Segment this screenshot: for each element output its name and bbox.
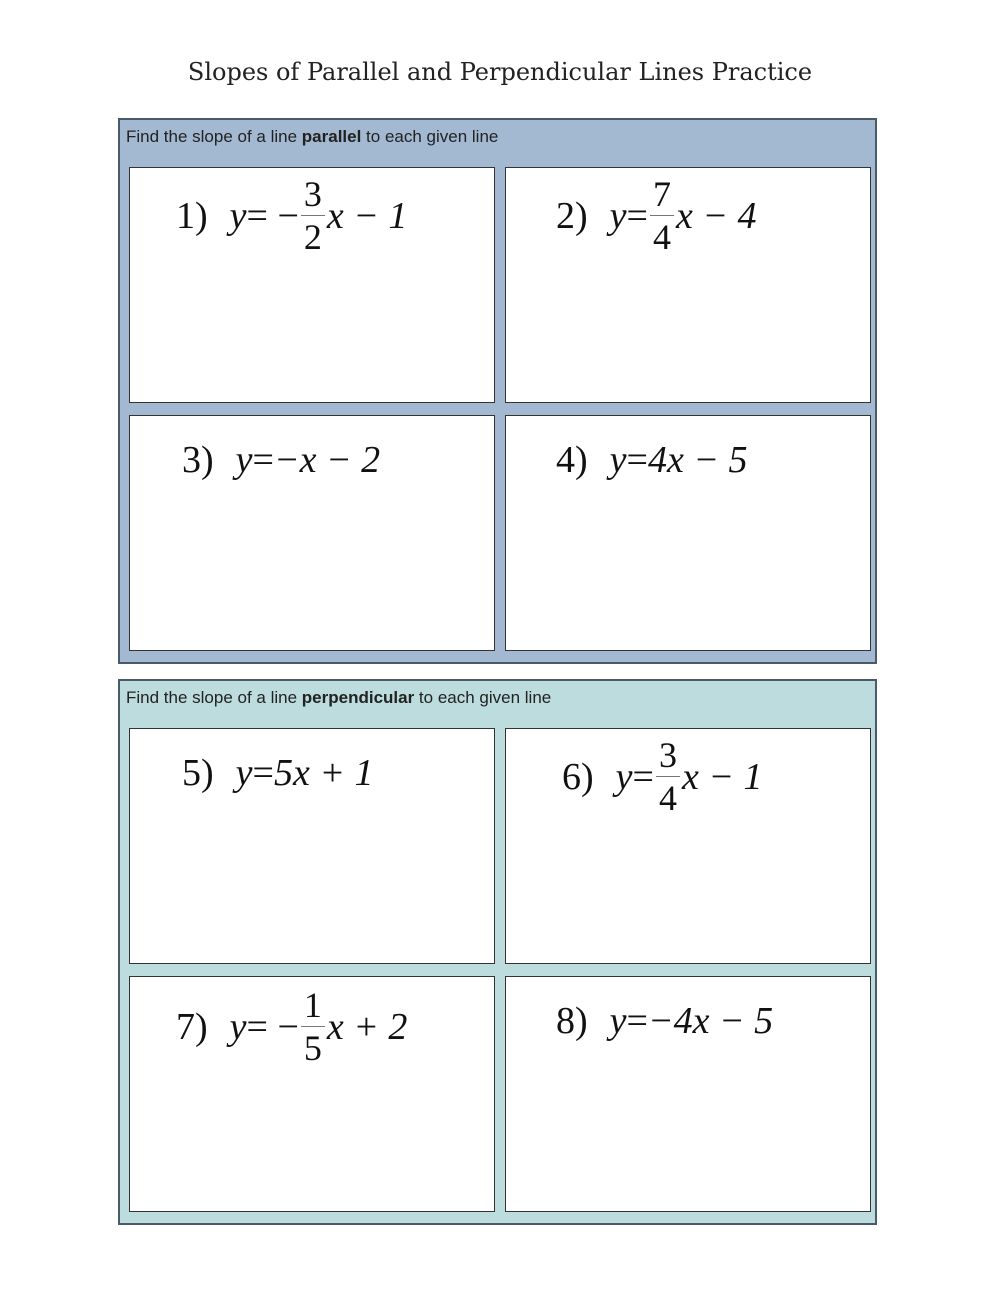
fraction-denominator: 2 [303, 217, 322, 257]
fraction [656, 737, 680, 816]
problem-box-1[interactable] [129, 167, 495, 403]
equation [176, 176, 407, 255]
equation [182, 438, 380, 482]
problem-number: 4) [556, 439, 588, 481]
equation [556, 438, 747, 482]
equation-equals: = [252, 439, 274, 481]
equation-lhs: y [235, 439, 253, 481]
problem-box-4[interactable] [505, 415, 871, 651]
equation-lhs: y [615, 755, 633, 798]
fraction-numerator: 3 [658, 735, 677, 775]
equation [176, 987, 407, 1066]
equation [562, 737, 762, 816]
fraction [650, 176, 674, 255]
equation-lhs: y [609, 1000, 627, 1042]
section-instruction [126, 127, 498, 147]
problem-number: 3) [182, 439, 214, 481]
perpendicular-section [118, 679, 877, 1225]
equation-lhs: y [609, 194, 627, 237]
problem-number: 5) [182, 752, 214, 794]
problem-number: 7) [176, 1005, 208, 1048]
problem-box-6[interactable] [505, 728, 871, 964]
equation-rest: −x − 2 [273, 439, 381, 481]
instruction-text: to each given line [414, 688, 552, 707]
page-title: Slopes of Parallel and Perpendicular Lines Practice [187, 58, 813, 86]
equation-equals: = [252, 752, 274, 794]
equation-equals: = [626, 1000, 648, 1042]
instruction-keyword: perpendicular [301, 688, 415, 707]
equation-rest: 4x − 5 [647, 439, 748, 481]
problem-box-7[interactable] [129, 976, 495, 1212]
fraction-denominator: 4 [652, 217, 671, 257]
problem-box-8[interactable] [505, 976, 871, 1212]
section-instruction [126, 688, 551, 708]
fraction-denominator: 4 [658, 778, 677, 818]
fraction-numerator: 1 [303, 985, 322, 1025]
problem-number: 1) [176, 194, 208, 237]
equation [556, 176, 756, 255]
problem-number: 6) [562, 755, 594, 798]
equation-rest: x − 4 [675, 194, 757, 237]
equation-lhs: y [229, 194, 247, 237]
equation-equals: = [626, 439, 648, 481]
parallel-section [118, 118, 877, 664]
problem-number: 8) [556, 1000, 588, 1042]
fraction-numerator: 3 [303, 174, 322, 214]
fraction-bar [301, 215, 325, 216]
equation-rest: 5x + 1 [273, 752, 374, 794]
instruction-text: Find the slope of a line [126, 127, 302, 146]
equation-rest: −4x − 5 [647, 1000, 774, 1042]
equation-equals: = − [246, 194, 299, 237]
equation [182, 751, 373, 795]
equation-rest: x − 1 [326, 194, 408, 237]
instruction-keyword: parallel [301, 127, 362, 146]
problem-number: 2) [556, 194, 588, 237]
equation-lhs: y [235, 752, 253, 794]
problem-box-2[interactable] [505, 167, 871, 403]
equation-lhs: y [229, 1005, 247, 1048]
fraction-bar [656, 776, 680, 777]
equation-lhs: y [609, 439, 627, 481]
fraction [301, 176, 325, 255]
fraction-bar [301, 1026, 325, 1027]
equation-rest: x − 1 [681, 755, 763, 798]
equation [556, 999, 773, 1043]
problem-box-3[interactable] [129, 415, 495, 651]
equation-equals: = − [246, 1005, 299, 1048]
equation-rest: x + 2 [326, 1005, 408, 1048]
equation-equals: = [626, 194, 648, 237]
fraction [301, 987, 325, 1066]
problem-box-5[interactable] [129, 728, 495, 964]
fraction-bar [650, 215, 674, 216]
fraction-numerator: 7 [652, 174, 671, 214]
fraction-denominator: 5 [303, 1028, 322, 1068]
instruction-text: to each given line [361, 127, 499, 146]
equation-equals: = [632, 755, 654, 798]
instruction-text: Find the slope of a line [126, 688, 302, 707]
